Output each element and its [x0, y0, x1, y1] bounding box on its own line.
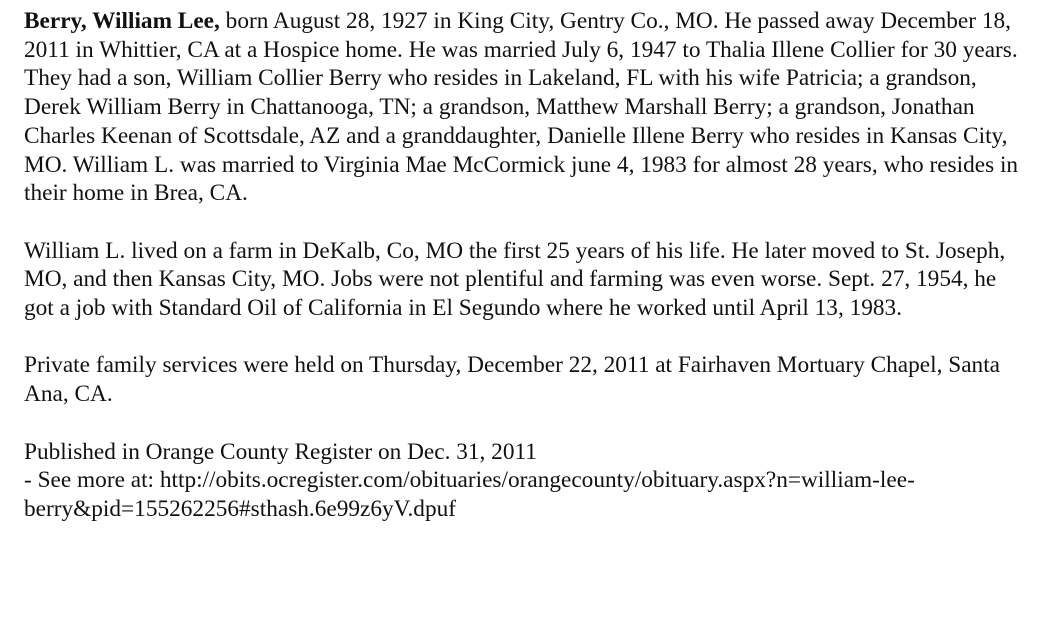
- see-more-link-line2: berry&pid=155262256#sthash.6e99z6yV.dpuf: [24, 495, 457, 522]
- obituary-document: [24, 7, 1024, 524]
- obituary-paragraph-intro: [24, 7, 1024, 208]
- publication-note: Published in Orange County Register on Dec. 31, 2011: [24, 438, 537, 465]
- obituary-paragraph-life: William L. lived on a farm in DeKalb, Co, MO the first 25 years of his life. He later moved to St. Joseph, MO, and then Kansas City, MO. Jobs were not plentiful and farming was even worse. Sept. 27, 1954, he got a job with Standard Oil of California in El Segundo where he worked until April 13, 1983.: [24, 237, 1006, 322]
- intro-text: born August 28, 1927 in King City, Gentry Co., MO. He passed away December 18, 2011 in Whittier, CA at a Hospice home. He was married July 6, 1947 to Thalia Illene Collier for 30 years. They had a son, William Collier Berry who resides in Lakeland, FL with his wife Patricia; a grandson, Derek William Berry in Chattanooga, TN; a grandson, Matthew Marshall Berry; a grandson, Jonathan Charles Keenan of Scottsdale, AZ and a granddaughter, Danielle Illene Berry who resides in Kansas City, MO. William L. was married to Virginia Mae McCormick june 4, 1983 for almost 28 years, who resides in their home in Brea, CA.: [24, 8, 1019, 207]
- deceased-name: Berry, William Lee,: [24, 8, 220, 34]
- obituary-paragraph-services: Private family services were held on Thursday, December 22, 2011 at Fairhaven Mortuary Chapel, Santa Ana, CA.: [24, 352, 1001, 408]
- see-more-link-line1: - See more at: http://obits.ocregister.com/obituaries/orangecounty/obituary.aspx?n=william-lee-: [24, 467, 915, 494]
